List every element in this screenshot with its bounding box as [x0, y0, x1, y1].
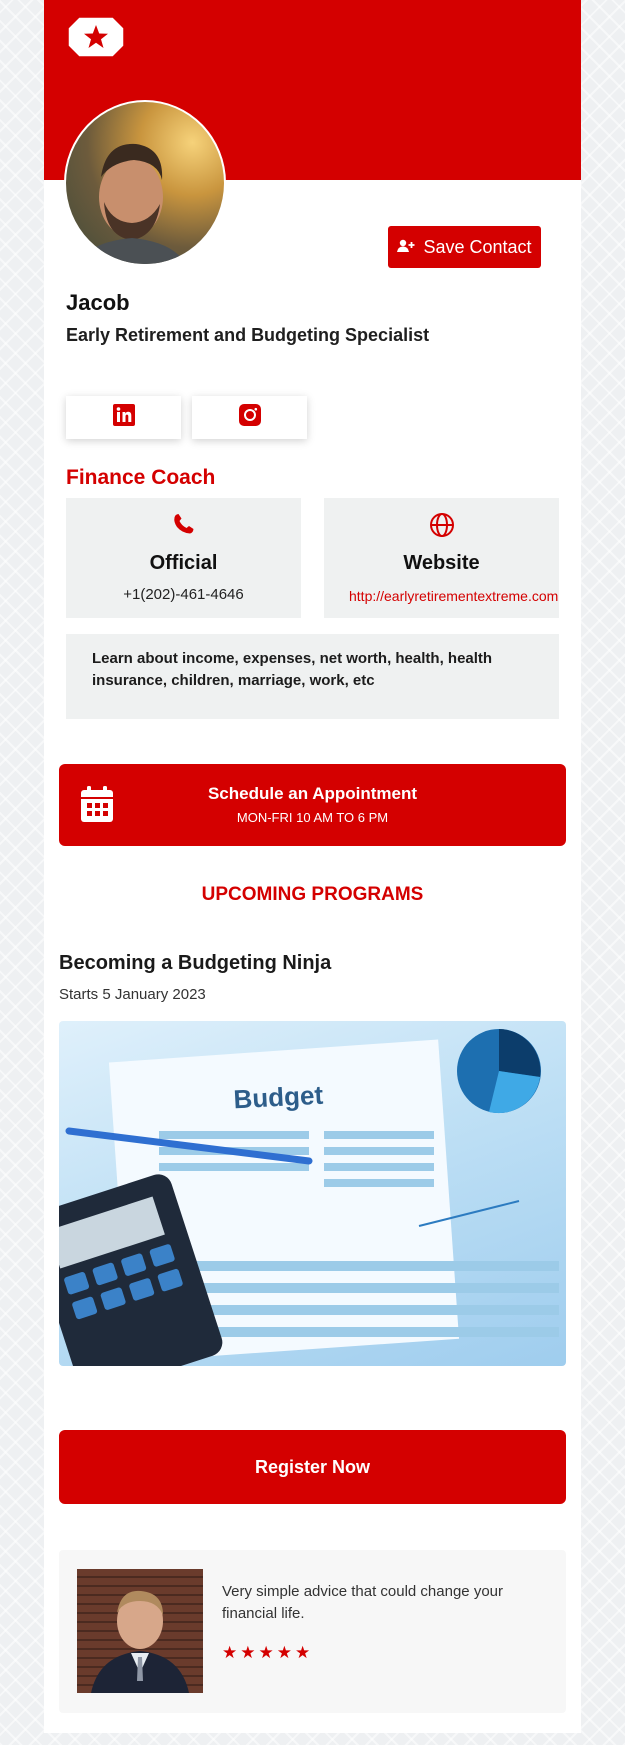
star-badge-icon	[66, 15, 126, 59]
section-label: Finance Coach	[66, 466, 216, 489]
program-date: Starts 5 January 2023	[59, 986, 206, 1003]
program-title: Becoming a Budgeting Ninja	[59, 952, 332, 974]
profile-name: Jacob	[66, 290, 130, 315]
testimonial-photo	[77, 1569, 203, 1693]
website-heading: Website	[403, 552, 480, 574]
testimonial-card	[59, 1550, 566, 1713]
program-image	[59, 1021, 566, 1366]
schedule-appointment-button[interactable]	[59, 764, 566, 846]
phone-icon	[66, 512, 301, 536]
testimonial-quote: Very simple advice that could change your financial life.	[222, 1583, 503, 1622]
phone-heading: Official	[149, 552, 218, 574]
globe-icon	[324, 512, 559, 538]
programs-heading: UPCOMING PROGRAMS	[201, 884, 424, 905]
profile-card	[44, 0, 581, 1733]
description-text: Learn about income, expenses, net worth, health, health insurance, children, marriage, work, etc	[66, 634, 559, 719]
website-link[interactable]: http://earlyretirementextreme.com	[349, 588, 559, 604]
instagram-button[interactable]	[192, 396, 307, 439]
instagram-icon	[239, 404, 261, 431]
linkedin-icon	[113, 404, 135, 431]
avatar	[64, 100, 226, 266]
phone-number[interactable]: +1(202)-461-4646	[123, 586, 244, 603]
appointment-hours: MON-FRI 10 AM TO 6 PM	[236, 810, 389, 825]
save-contact-label: Save Contact	[423, 236, 532, 257]
linkedin-button[interactable]	[66, 396, 181, 439]
appointment-title: Schedule an Appointment	[207, 784, 418, 803]
rating-stars: ★★★★★	[222, 1643, 314, 1662]
budget-sheet-title: Budget	[232, 1079, 324, 1115]
phone-card[interactable]	[66, 498, 301, 618]
add-user-icon	[397, 237, 415, 258]
save-contact-button[interactable]	[388, 226, 541, 268]
register-now-button[interactable]: Register Now	[59, 1430, 566, 1504]
profile-title: Early Retirement and Budgeting Specialist	[66, 325, 430, 345]
